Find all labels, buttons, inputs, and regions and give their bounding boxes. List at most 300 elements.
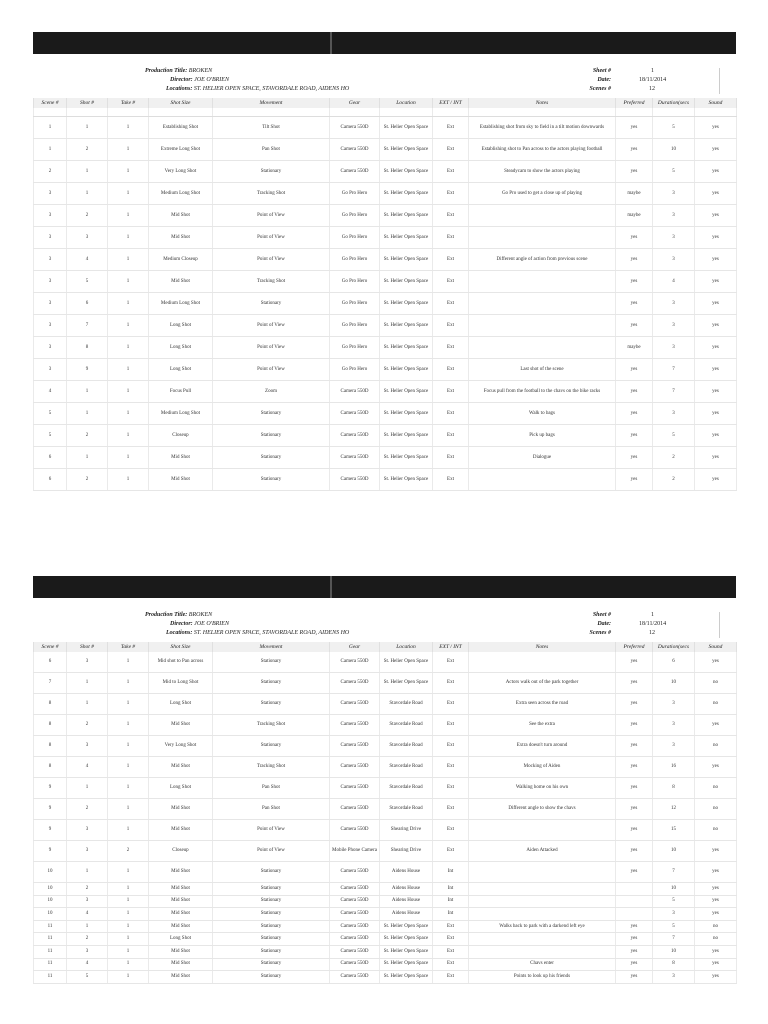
cell-movement: Tracking Shot (213, 183, 330, 205)
cell-notes (469, 883, 616, 896)
cell-shot: 1 (67, 920, 108, 933)
cell-shot-size: Long Shot (149, 315, 213, 337)
cell-ext-int: Ext (433, 337, 469, 359)
cell-notes (469, 895, 616, 908)
cell-sound: yes (695, 469, 737, 491)
cell-duration: 5 (653, 161, 695, 183)
cell-movement: Stationary (213, 447, 330, 469)
cell-shot-size: Establishing Shot (149, 117, 213, 139)
cell-location: St. Helier Open Space (380, 293, 433, 315)
cell-sound: no (695, 933, 737, 946)
table-row (34, 862, 737, 883)
cell-take: 1 (108, 920, 149, 933)
column-header-shot-size: Shot Size (149, 642, 213, 652)
cell-take: 1 (108, 862, 149, 883)
cell-sound: no (695, 694, 737, 715)
date-label: Date: (597, 621, 611, 627)
table-row (34, 908, 737, 921)
cell-sound: yes (695, 425, 737, 447)
cell-take: 1 (108, 227, 149, 249)
cell-duration: 3 (653, 337, 695, 359)
cell-shot: 1 (67, 161, 108, 183)
column-header-movement: Movement (213, 98, 330, 108)
cell-sound: no (695, 799, 737, 820)
cell-scene: 1 (34, 117, 67, 139)
cell-gear: Camera 550D (330, 945, 380, 958)
cell-shot: 3 (67, 820, 108, 841)
table-row (34, 117, 737, 139)
cell-gear: Camera 550D (330, 403, 380, 425)
director: JOE O'BRIEN (194, 77, 229, 83)
cell-sound: no (695, 673, 737, 694)
cell-scene: 3 (34, 293, 67, 315)
cell-ext-int: Ext (433, 359, 469, 381)
director-label: Director: (170, 77, 193, 83)
cell-duration: 3 (653, 715, 695, 736)
cell-movement: Stationary (213, 908, 330, 921)
cell-duration: 4 (653, 271, 695, 293)
cell-take: 1 (108, 715, 149, 736)
cell-scene: 11 (34, 971, 67, 984)
cell-movement: Stationary (213, 403, 330, 425)
cell-location: St. Helier Open Space (380, 958, 433, 971)
cell-preferred: yes (616, 820, 653, 841)
table-row (34, 820, 737, 841)
cell-shot: 4 (67, 757, 108, 778)
cell-take: 1 (108, 403, 149, 425)
cell-gear: Camera 550D (330, 895, 380, 908)
cell-shot: 2 (67, 469, 108, 491)
cell-preferred: yes (616, 271, 653, 293)
cell-location: Stavordale Road (380, 694, 433, 715)
cell-notes (469, 315, 616, 337)
cell-shot-size: Medium Long Shot (149, 403, 213, 425)
cell-shot-size: Closeup (149, 425, 213, 447)
date: 18/11/2014 (639, 77, 667, 83)
cell-location: Stavordale Road (380, 715, 433, 736)
cell-duration: 3 (653, 908, 695, 921)
production-title: BROKEN (188, 612, 213, 618)
column-header-scene: Scene # (34, 98, 67, 108)
cell-location: Aidens House (380, 883, 433, 896)
cell-duration: 3 (653, 971, 695, 984)
column-header-take: Take # (108, 642, 149, 652)
cell-movement: Point of View (213, 337, 330, 359)
table-row (34, 895, 737, 908)
cell-duration: 5 (653, 920, 695, 933)
cell-location: St. Helier Open Space (380, 652, 433, 673)
table-row (34, 933, 737, 946)
column-header-shot: Shot # (67, 642, 108, 652)
cell-notes: Establishing shot to Pan across to the actors playing football (469, 139, 616, 161)
cell-shot-size: Mid Shot (149, 271, 213, 293)
cell-shot-size: Focus Pull (149, 381, 213, 403)
cell-preferred: yes (616, 933, 653, 946)
cell-notes (469, 271, 616, 293)
table-row (34, 715, 737, 736)
cell-shot: 1 (67, 447, 108, 469)
cell-notes (469, 933, 616, 946)
cell-notes (469, 227, 616, 249)
cell-scene: 11 (34, 958, 67, 971)
cell-scene: 1 (34, 139, 67, 161)
cell-movement: Pan Shot (213, 778, 330, 799)
cell-movement: Point of View (213, 227, 330, 249)
cell-movement: Tracking Shot (213, 715, 330, 736)
cell-gear: Camera 550D (330, 820, 380, 841)
cell-duration: 10 (653, 841, 695, 862)
cell-movement: Stationary (213, 933, 330, 946)
scenes-count: 12 (649, 86, 655, 92)
cell-shot-size: Mid Shot (149, 715, 213, 736)
cell-location: Aidens House (380, 908, 433, 921)
cell-take: 1 (108, 249, 149, 271)
cell-take: 1 (108, 908, 149, 921)
cell-ext-int: Ext (433, 161, 469, 183)
cell-gear: Go Pro Hero (330, 359, 380, 381)
cell-scene: 8 (34, 757, 67, 778)
cell-sound: yes (695, 359, 737, 381)
table-row (34, 920, 737, 933)
cell-scene: 7 (34, 673, 67, 694)
cell-shot: 3 (67, 652, 108, 673)
cell-scene: 5 (34, 403, 67, 425)
cell-location: St. Helier Open Space (380, 469, 433, 491)
cell-take: 1 (108, 736, 149, 757)
cell-gear: Camera 550D (330, 736, 380, 757)
column-header-ext-int: EXT / INT (433, 98, 469, 108)
cell-duration: 8 (653, 778, 695, 799)
cell-notes: Points to look up his friends (469, 971, 616, 984)
table-row (34, 425, 737, 447)
cell-shot: 1 (67, 694, 108, 715)
cell-gear: Camera 550D (330, 694, 380, 715)
cell-sound: yes (695, 652, 737, 673)
cell-preferred: yes (616, 469, 653, 491)
cell-preferred: yes (616, 227, 653, 249)
cell-gear: Mobile Phone Camera (330, 841, 380, 862)
cell-notes: Establishing shot from sky to field in a tilt motion downwards (469, 117, 616, 139)
cell-gear: Camera 550D (330, 778, 380, 799)
cell-location: Shearing Drive (380, 820, 433, 841)
cell-shot: 2 (67, 425, 108, 447)
cell-sound: yes (695, 447, 737, 469)
cell-notes: Extra seen across the road (469, 694, 616, 715)
cell-gear: Camera 550D (330, 673, 380, 694)
cell-duration: 10 (653, 673, 695, 694)
cell-notes: Walking home on his own (469, 778, 616, 799)
cell-sound: yes (695, 337, 737, 359)
cell-duration: 3 (653, 736, 695, 757)
locations: ST. HELIER OPEN SPACE, STAVORDALE ROAD, AIDENS HO (193, 630, 350, 636)
cell-gear: Camera 550D (330, 757, 380, 778)
table-row (34, 183, 737, 205)
cell-movement: Stationary (213, 945, 330, 958)
cell-notes (469, 820, 616, 841)
cell-sound: yes (695, 895, 737, 908)
table-row (34, 841, 737, 862)
cell-preferred: yes (616, 778, 653, 799)
cell-movement: Stationary (213, 469, 330, 491)
cell-shot: 3 (67, 227, 108, 249)
cell-movement: Stationary (213, 958, 330, 971)
cell-duration: 5 (653, 117, 695, 139)
cell-ext-int: Ext (433, 736, 469, 757)
column-header-preferred: Preferred (616, 98, 653, 108)
cell-ext-int: Ext (433, 799, 469, 820)
cell-ext-int: Ext (433, 447, 469, 469)
column-header-gear: Gear (330, 98, 380, 108)
cell-preferred: yes (616, 447, 653, 469)
cell-shot-size: Mid Shot (149, 971, 213, 984)
cell-scene: 9 (34, 820, 67, 841)
cell-shot: 2 (67, 933, 108, 946)
cell-shot-size: Long Shot (149, 933, 213, 946)
cell-notes (469, 862, 616, 883)
cell-shot: 1 (67, 862, 108, 883)
cell-scene: 9 (34, 799, 67, 820)
sheet-meta (33, 598, 736, 642)
cell-preferred: yes (616, 841, 653, 862)
cell-location: St. Helier Open Space (380, 117, 433, 139)
cell-duration: 5 (653, 895, 695, 908)
cell-ext-int: Ext (433, 271, 469, 293)
production-title-label: Production Title: (145, 68, 188, 74)
cell-movement: Point of View (213, 841, 330, 862)
cell-location: St. Helier Open Space (380, 359, 433, 381)
cell-shot-size: Mid Shot (149, 958, 213, 971)
shot-list-sheet-1 (33, 32, 736, 491)
table-row (34, 293, 737, 315)
cell-duration: 7 (653, 381, 695, 403)
cell-movement: Stationary (213, 694, 330, 715)
cell-shot-size: Long Shot (149, 359, 213, 381)
cell-shot: 2 (67, 799, 108, 820)
cell-take: 1 (108, 469, 149, 491)
column-header-sound: Sound (695, 98, 737, 108)
cell-ext-int: Ext (433, 694, 469, 715)
cell-location: St. Helier Open Space (380, 933, 433, 946)
date-label: Date: (597, 77, 611, 83)
cell-shot: 1 (67, 117, 108, 139)
cell-scene: 10 (34, 895, 67, 908)
cell-movement: Tracking Shot (213, 271, 330, 293)
cell-duration: 10 (653, 139, 695, 161)
cell-location: Stavordale Road (380, 736, 433, 757)
table-row (34, 249, 737, 271)
cell-shot: 9 (67, 359, 108, 381)
cell-ext-int: Ext (433, 249, 469, 271)
cell-shot-size: Closeup (149, 841, 213, 862)
locations-label: Locations: (166, 630, 193, 636)
cell-take: 1 (108, 799, 149, 820)
cell-sound: yes (695, 958, 737, 971)
cell-take: 1 (108, 315, 149, 337)
table-row (34, 736, 737, 757)
cell-shot-size: Long Shot (149, 337, 213, 359)
cell-movement: Stationary (213, 293, 330, 315)
cell-ext-int: Ext (433, 315, 469, 337)
cell-notes: Dialogue (469, 447, 616, 469)
cell-duration: 7 (653, 359, 695, 381)
cell-preferred (616, 895, 653, 908)
sheet-meta (33, 54, 736, 98)
cell-take: 1 (108, 381, 149, 403)
cell-scene: 3 (34, 315, 67, 337)
column-header-duration: Duration(secs (653, 98, 695, 108)
cell-ext-int: Ext (433, 652, 469, 673)
cell-take: 1 (108, 958, 149, 971)
cell-shot-size: Very Long Shot (149, 161, 213, 183)
cell-notes: Aiden Attacked (469, 841, 616, 862)
cell-duration: 8 (653, 958, 695, 971)
cell-scene: 3 (34, 205, 67, 227)
cell-ext-int: Ext (433, 920, 469, 933)
cell-shot: 5 (67, 971, 108, 984)
cell-shot: 6 (67, 293, 108, 315)
cell-take: 1 (108, 933, 149, 946)
cell-location: Aidens House (380, 862, 433, 883)
cell-ext-int: Ext (433, 205, 469, 227)
cell-location: Stavordale Road (380, 799, 433, 820)
cell-scene: 6 (34, 469, 67, 491)
cell-sound: yes (695, 249, 737, 271)
cell-shot-size: Mid shot to Pan across (149, 652, 213, 673)
scenes-label: Scenes # (589, 86, 611, 92)
cell-notes (469, 205, 616, 227)
cell-shot: 5 (67, 271, 108, 293)
cell-gear: Camera 550D (330, 862, 380, 883)
cell-shot-size: Medium Closeup (149, 249, 213, 271)
cell-shot: 1 (67, 403, 108, 425)
cell-sound: no (695, 820, 737, 841)
cell-shot: 3 (67, 895, 108, 908)
cell-scene: 9 (34, 778, 67, 799)
cell-take: 1 (108, 183, 149, 205)
cell-duration: 6 (653, 652, 695, 673)
cell-take: 1 (108, 757, 149, 778)
cell-shot: 1 (67, 673, 108, 694)
cell-ext-int: Ext (433, 227, 469, 249)
cell-preferred: yes (616, 971, 653, 984)
cell-preferred: yes (616, 715, 653, 736)
cell-duration: 10 (653, 883, 695, 896)
cell-scene: 3 (34, 249, 67, 271)
director-label: Director: (170, 621, 193, 627)
scenes-label: Scenes # (589, 630, 611, 636)
table-row (34, 403, 737, 425)
cell-movement: Point of View (213, 249, 330, 271)
cell-duration: 10 (653, 945, 695, 958)
cell-shot-size: Medium Long Shot (149, 183, 213, 205)
cell-movement: Pan Shot (213, 799, 330, 820)
cell-gear: Go Pro Hero (330, 271, 380, 293)
cell-gear: Go Pro Hero (330, 205, 380, 227)
cell-sound: yes (695, 971, 737, 984)
cell-notes: Walk to bags (469, 403, 616, 425)
cell-take: 1 (108, 895, 149, 908)
cell-gear: Camera 550D (330, 425, 380, 447)
cell-take: 2 (108, 841, 149, 862)
cell-duration: 3 (653, 249, 695, 271)
table-row (34, 205, 737, 227)
cell-sound: no (695, 920, 737, 933)
cell-preferred: yes (616, 673, 653, 694)
cell-preferred: yes (616, 945, 653, 958)
cell-location: St. Helier Open Space (380, 971, 433, 984)
cell-gear: Camera 550D (330, 139, 380, 161)
cell-take: 1 (108, 293, 149, 315)
table-row (34, 447, 737, 469)
cell-shot: 4 (67, 249, 108, 271)
cell-take: 1 (108, 425, 149, 447)
cell-shot-size: Mid Shot (149, 862, 213, 883)
table-row (34, 757, 737, 778)
cell-preferred: yes (616, 381, 653, 403)
cell-gear: Camera 550D (330, 958, 380, 971)
cell-take: 1 (108, 359, 149, 381)
cell-preferred: yes (616, 736, 653, 757)
cell-shot-size: Long Shot (149, 778, 213, 799)
cell-scene: 4 (34, 381, 67, 403)
shot-list-sheet-2 (33, 576, 736, 984)
cell-sound: no (695, 778, 737, 799)
cell-scene: 3 (34, 183, 67, 205)
cell-notes: Focus pull from the football to the chavs on the bike racks (469, 381, 616, 403)
cell-preferred: maybe (616, 205, 653, 227)
cell-notes: Different angle of action from previous scene (469, 249, 616, 271)
spacer-row (34, 108, 737, 117)
cell-ext-int: Ext (433, 945, 469, 958)
table-row (34, 673, 737, 694)
cell-location: St. Helier Open Space (380, 183, 433, 205)
column-header-shot: Shot # (67, 98, 108, 108)
cell-preferred: yes (616, 249, 653, 271)
cell-duration: 3 (653, 205, 695, 227)
sheet-header-bar (33, 576, 736, 598)
cell-ext-int: Int (433, 883, 469, 896)
cell-sound: yes (695, 757, 737, 778)
cell-preferred: yes (616, 315, 653, 337)
cell-preferred: yes (616, 694, 653, 715)
cell-scene: 11 (34, 920, 67, 933)
cell-ext-int: Ext (433, 425, 469, 447)
cell-gear: Camera 550D (330, 117, 380, 139)
cell-shot: 3 (67, 736, 108, 757)
cell-gear: Camera 550D (330, 381, 380, 403)
cell-take: 1 (108, 945, 149, 958)
cell-scene: 3 (34, 337, 67, 359)
cell-location: Aidens House (380, 895, 433, 908)
cell-ext-int: Int (433, 908, 469, 921)
cell-gear: Camera 550D (330, 469, 380, 491)
cell-ext-int: Ext (433, 293, 469, 315)
cell-ext-int: Ext (433, 381, 469, 403)
column-header-movement: Movement (213, 642, 330, 652)
locations: ST. HELIER OPEN SPACE, STAVORDALE ROAD, AIDENS HO (193, 86, 350, 92)
cell-shot-size: Extreme Long Shot (149, 139, 213, 161)
column-header-preferred: Preferred (616, 642, 653, 652)
cell-notes: Walks back to park with a darkend left eye (469, 920, 616, 933)
cell-shot-size: Mid Shot (149, 883, 213, 896)
cell-scene: 8 (34, 715, 67, 736)
cell-location: St. Helier Open Space (380, 337, 433, 359)
table-row (34, 271, 737, 293)
cell-movement: Pan Shot (213, 139, 330, 161)
column-header-location: Location (380, 642, 433, 652)
cell-shot: 3 (67, 841, 108, 862)
cell-scene: 3 (34, 359, 67, 381)
